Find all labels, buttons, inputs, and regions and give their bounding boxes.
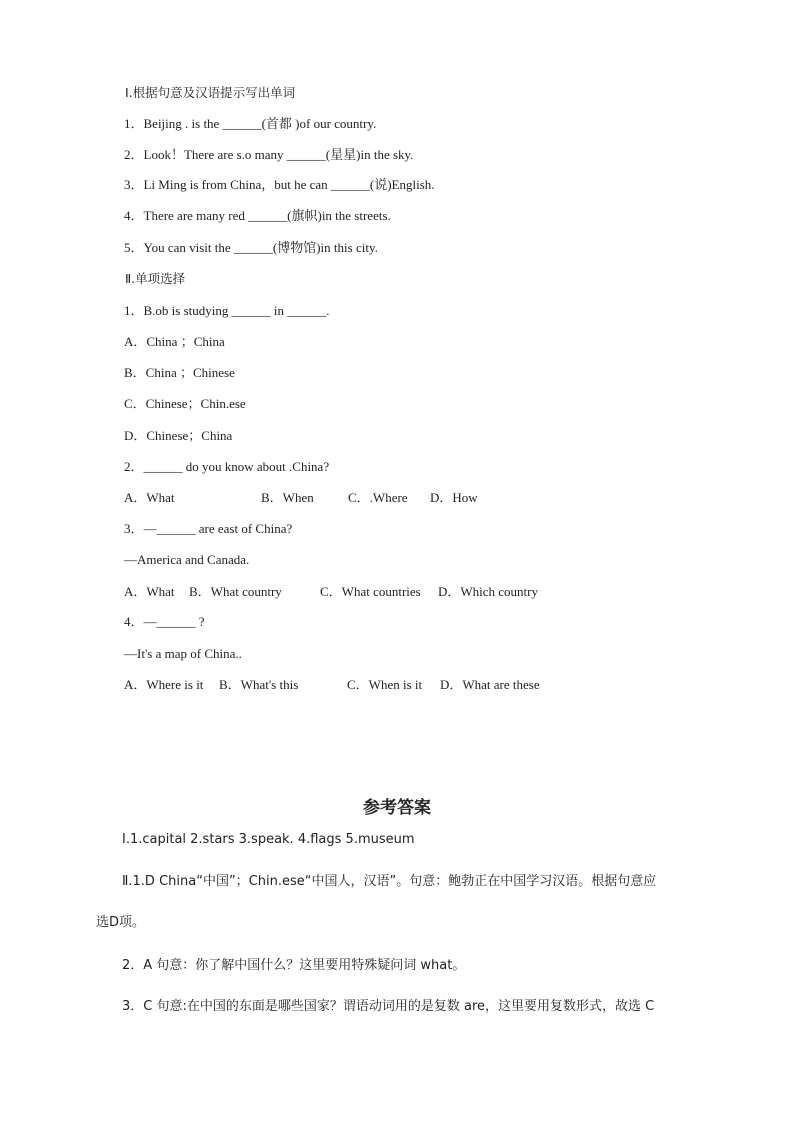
q4-options [124,677,540,693]
q4-reply: —It's a map of China.. [124,646,242,661]
q3-option-b: B．What country [189,584,282,599]
answer-part1: Ⅰ.1.capital 2.stars 3.speak. 4.flags 5.museum [122,832,415,847]
q3-option-a: A．What [124,584,175,599]
q3-option-c: C．What countries [320,584,421,599]
answer-q2: 2．A 句意：你了解中国什么？这里要用特殊疑问词 what。 [122,958,466,973]
part1-item-1: 1．Beijing . is the ______(首都 )of our country. [124,116,377,131]
answer-q1-continued: 选D项。 [96,915,146,930]
part1-item-2: 2．Look！There are s.o many ______(星星)in the sky. [124,147,414,162]
q3-reply: —America and Canada. [124,552,250,567]
q2-option-b: B．When [261,490,314,505]
q1-stem: 1．B.ob is studying ______ in ______. [124,303,330,318]
answer-q3: 3．C 句意:在中国的东面是哪些国家？谓语动词用的是复数 are，这里要用复数形式，故选 C [122,999,655,1014]
part1-item-3: 3．Li Ming is from China，but he can ______(说)English. [124,177,435,192]
answer-q1: Ⅱ.1.D China“中国”；Chin.ese“中国人，汉语”。句意：鲍勃正在中国学习汉语。根据句意应 [122,874,657,889]
q2-stem: 2．______ do you know about .China? [124,459,330,474]
section-heading-part2: Ⅱ.单项选择 [125,271,186,286]
q2-options [124,490,478,506]
part1-item-5: 5．You can visit the ______(博物馆)in this city. [124,240,378,255]
q4-option-d: D．What are these [440,677,540,692]
part1-item-4: 4．There are many red ______(旗帜)in the streets. [124,208,391,223]
answers-title: 参考答案 [363,798,431,818]
q3-stem: 3．—______ are east of China? [124,521,293,536]
q2-option-c: C．.Where [348,490,408,505]
q2-option-d: D．How [430,490,478,505]
q3-options [124,584,538,600]
q1-option-a: A．China ；China [124,334,225,349]
q4-option-b: B．What's this [219,677,299,692]
q4-option-c: C．When is it [347,677,423,692]
q4-stem: 4．—______ ? [124,614,205,629]
q2-option-a: A．What [124,490,175,505]
q1-option-c: C．Chinese；Chin.ese [124,396,246,411]
section-heading-part1: Ⅰ.根据句意及汉语提示写出单词 [125,85,296,100]
q4-option-a: A．Where is it [124,677,204,692]
q1-option-b: B．China ；Chinese [124,365,235,380]
q3-option-d: D．Which country [438,584,539,599]
q1-option-d: D．Chinese；China [124,428,233,443]
